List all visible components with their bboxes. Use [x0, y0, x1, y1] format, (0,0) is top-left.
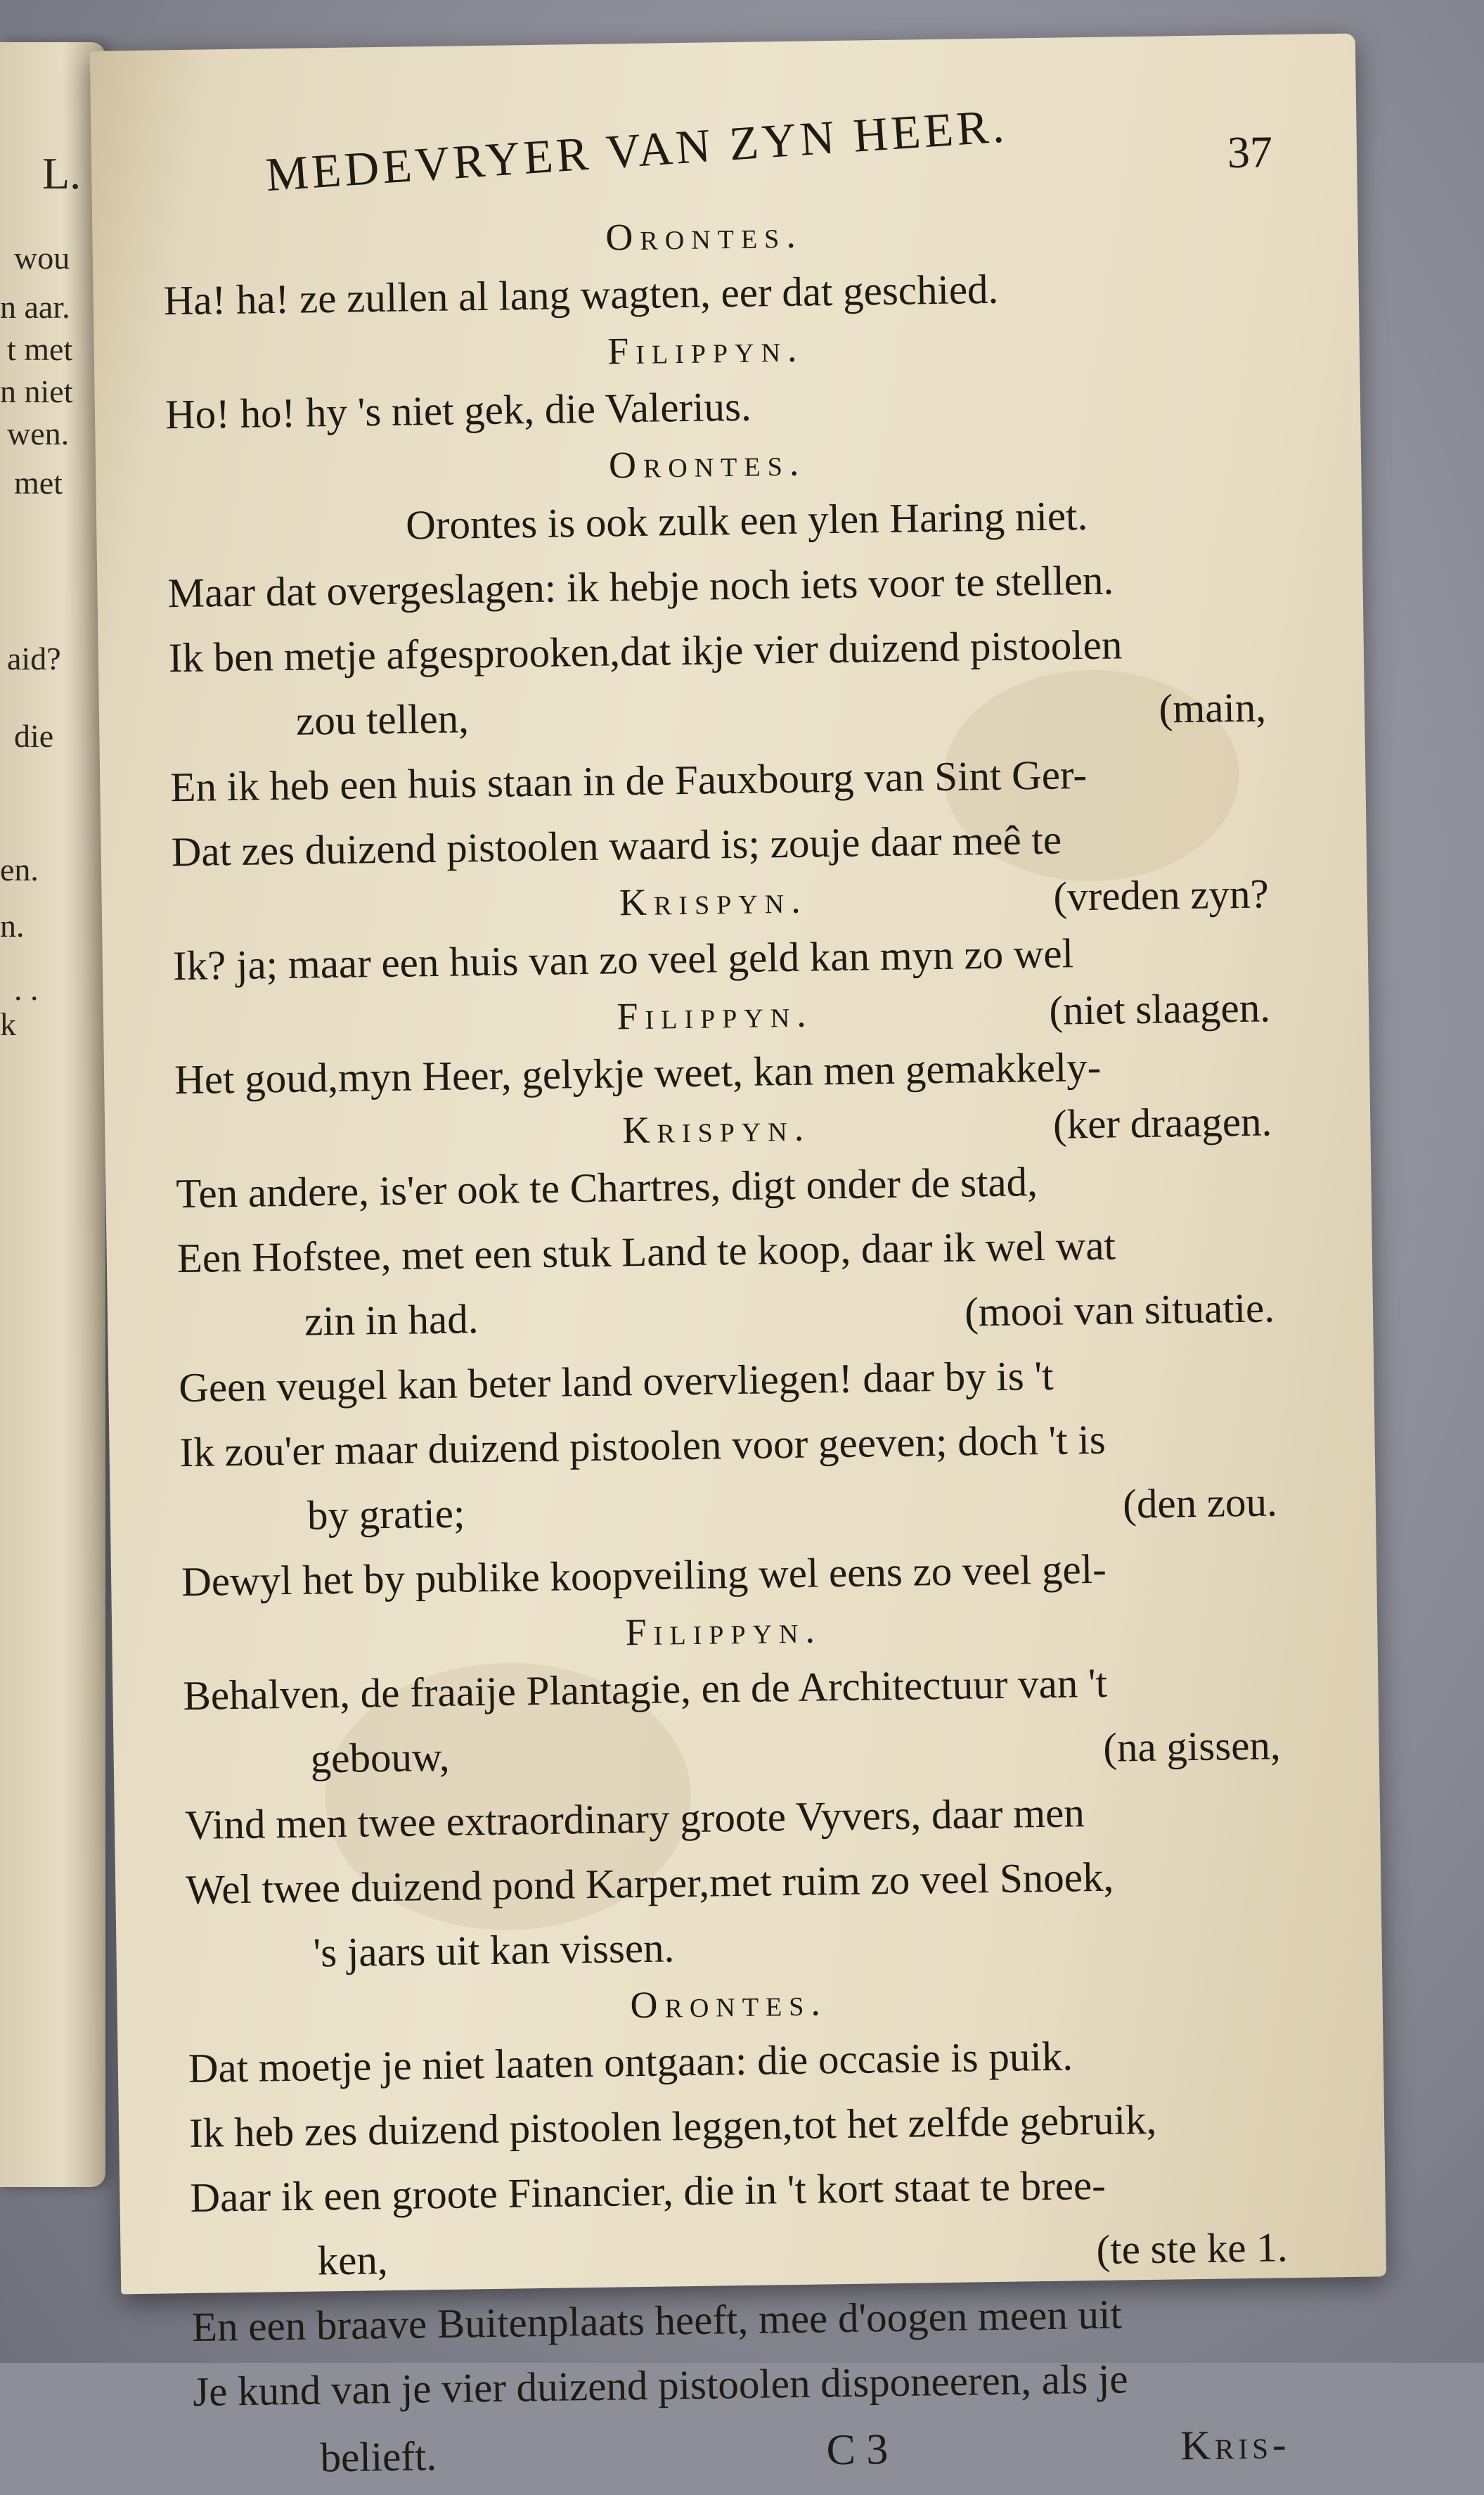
turnover-text: (te ste ke 1.: [1096, 2224, 1289, 2273]
verse-line: Behalven, de fraaije Plantagie, en de Architectuur van 't: [183, 1659, 1108, 1719]
turnover-text: (main,: [1159, 684, 1267, 732]
verse-line: Geen veugel kan beter land overvliegen! daar by is 't: [178, 1352, 1054, 1411]
speaker-name: Krispyn.: [622, 1106, 811, 1152]
verse-line: En ik heb een huis staan in de Fauxbourg van Sint Ger-: [169, 751, 1088, 811]
verse-continuation: zin in had.: [304, 1295, 479, 1345]
verse-line: Maar dat overgeslagen: ik hebje noch iets voor te stellen.: [167, 556, 1114, 617]
left-page-fragment: wou: [14, 240, 70, 276]
left-page-fragment: en.: [0, 852, 39, 887]
verse-line: Daar ik een groote Financier, die in 't kort staat te bree-: [189, 2161, 1106, 2221]
verse-line: Ik zou'er maar duizend pistoolen voor geeven; doch 't is: [179, 1416, 1106, 1476]
book-page: [90, 34, 1386, 2481]
verse-line: Ho! ho! hy 's niet gek, die Valerius.: [164, 383, 752, 438]
verse-line: En een braave Buitenplaats heeft, mee d'oogen meen uit: [191, 2290, 1123, 2351]
turnover-text: (niet slaagen.: [1048, 984, 1271, 1034]
verse-continuation: ken,: [317, 2236, 389, 2284]
verse-line: 's jaars uit kan vissen.: [313, 1924, 675, 1976]
turnover-text: (na gissen,: [1102, 1721, 1282, 1771]
left-page-edge: [0, 42, 105, 2187]
verse-line: Dat moetje je niet laaten ontgaan: die occasie is puik.: [188, 2032, 1073, 2092]
verse-continuation: by gratie;: [307, 1489, 465, 1539]
last-line: belieft.: [320, 2432, 437, 2481]
left-page-fragment: n.: [0, 908, 25, 944]
turnover-text: (den zou.: [1122, 1478, 1278, 1527]
verse-line: Je kund van je vier duizend pistoolen disponeeren, als je: [192, 2355, 1129, 2415]
running-head: MEDEVRYER VAN ZYN HEER.: [264, 98, 1009, 202]
verse-line: Dewyl het by publike koopveiling wel eens zo veel gel-: [181, 1545, 1107, 1605]
speaker-name: Orontes.: [605, 213, 804, 259]
verse-line: Ik heb zes duizend pistoolen leggen,tot het zelfde gebruik,: [188, 2096, 1157, 2157]
speaker-name: Orontes.: [608, 441, 806, 487]
catchword: Kris-: [1180, 2420, 1291, 2469]
verse-line: Dat zes duizend pistoolen waard is; zouje daar meê te: [171, 816, 1062, 876]
speaker-name: Filippyn.: [617, 992, 814, 1038]
turnover-text: (vreden zyn?: [1052, 870, 1270, 920]
verse-line: Ha! ha! ze zullen al lang wagten, eer dat geschied.: [163, 265, 999, 324]
verse-line: Ik? ja; maar een huis van zo veel geld kan myn zo wel: [172, 930, 1074, 989]
left-page-fragment: k: [0, 1006, 16, 1042]
verse-line: Ik ben metje afgesprooken,dat ikje vier duizend pistoolen: [168, 621, 1123, 681]
left-page-fragment: n niet: [0, 373, 73, 409]
text-body: [120, 203, 1318, 2425]
left-page-fragment: wen.: [7, 416, 70, 451]
verse-continuation: zou tellen,: [295, 695, 470, 744]
speaker-name: Orontes.: [630, 1981, 828, 2027]
verse-line: Wel twee duizend pond Karper,met ruim zo veel Snoek,: [185, 1853, 1114, 1913]
page-content: [119, 98, 1319, 2495]
verse-line: Orontes is ook zulk een ylen Haring niet.: [405, 492, 1088, 549]
verse-line: Een Hofstee, met een stuk Land te koop, daar ik wel wat: [176, 1221, 1116, 1282]
turnover-text: (ker draagen.: [1052, 1098, 1272, 1148]
page-number: 37: [1227, 127, 1273, 178]
verse-continuation: gebouw,: [310, 1733, 450, 1782]
left-page-fragment: t met: [7, 331, 73, 367]
left-page-fragment: n aar.: [0, 289, 70, 325]
left-page-fragment: L.: [42, 148, 82, 198]
verse-line: Ten andere, is'er ook te Chartres, digt onder de stad,: [176, 1158, 1038, 1217]
signature-mark: C 3: [826, 2425, 889, 2475]
verse-line: Het goud,myn Heer, gelykje weet, kan men gemakkely-: [174, 1043, 1102, 1103]
speaker-name: Krispyn.: [619, 878, 808, 924]
left-page-fragment: die: [14, 718, 54, 754]
page-header: [119, 98, 1287, 219]
speaker-name: Filippyn.: [625, 1608, 822, 1654]
left-page-fragment: met: [14, 465, 63, 501]
speaker-name: Filippyn.: [607, 327, 804, 373]
left-page-fragment: . .: [14, 971, 39, 1007]
left-page-fragment: aid?: [7, 641, 61, 676]
turnover-text: (mooi van situatie.: [964, 1284, 1275, 1335]
verse-line: Vind men twee extraordinary groote Vyvers, daar men: [184, 1789, 1085, 1849]
